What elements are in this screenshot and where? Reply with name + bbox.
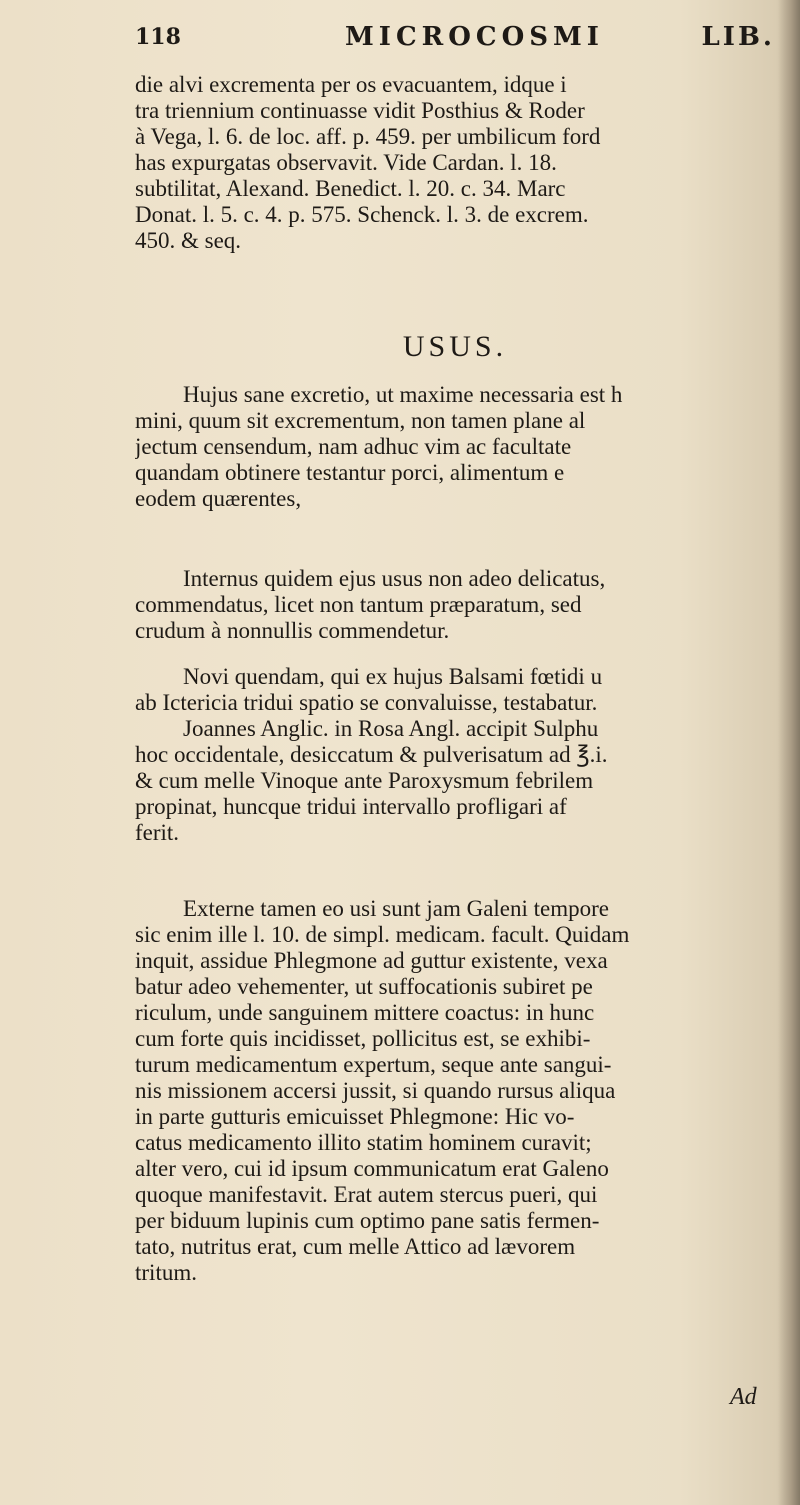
running-title: MICROCOSMI [345, 22, 604, 52]
text-line: crudum à nonnullis commendetur. [135, 618, 450, 643]
text-line: subtilitat, Alexand. Benedict. l. 20. c. 34. Marc [135, 176, 566, 201]
text-line: à Vega, l. 6. de loc. aff. p. 459. per umbilicum ford [135, 124, 601, 149]
text-line: catus medicamento illito statim hominem curavit; [135, 1130, 592, 1155]
paragraph-internus [135, 566, 775, 644]
running-head [135, 22, 775, 62]
text-line: riculum, unde sanguinem mittere coactus: in hunc [135, 1000, 595, 1025]
text-line: 450. & seq. [135, 228, 242, 253]
text-line: sic enim ille l. 10. de simpl. medicam. facult. Quidam [135, 922, 630, 947]
text-line: quoque manifestavit. Erat autem stercus pueri, qui [135, 1182, 598, 1207]
section-heading: USUS. [402, 330, 508, 363]
text-line: propinat, huncque tridui intervallo profligari af [135, 794, 567, 819]
text-line: quandam obtinere testantur porci, alimentum e [135, 460, 565, 485]
paragraph-hujus [135, 382, 775, 512]
text-line: ferit. [135, 820, 180, 845]
text-line: ab Ictericia tridui spatio se convaluisse, testabatur. [135, 690, 598, 715]
text-line: tra triennium continuasse vidit Posthius & Roder [135, 98, 585, 123]
book-marker: LIB. [701, 22, 775, 52]
text-line: jectum censendum, nam adhuc vim ac facultate [135, 434, 572, 459]
text-line: hoc occidentale, desiccatum & pulverisatum ad ℥.i. [135, 742, 608, 767]
text-line: batur adeo vehementer, ut suffocationis subiret pe [135, 974, 593, 999]
text-line: has expurgatas observavit. Vide Cardan. l. 18. [135, 150, 557, 175]
text-line: Joannes Anglic. in Rosa Angl. accipit Sulphu [183, 716, 599, 741]
catchword: Ad [730, 1384, 757, 1410]
text-line: Donat. l. 5. c. 4. p. 575. Schenck. l. 3. de excrem. [135, 202, 589, 227]
page-edge-shadow [778, 0, 800, 1505]
text-line: turum medicamentum expertum, seque ante sangui- [135, 1052, 612, 1077]
text-line: in parte gutturis emicuisset Phlegmone: Hic vo- [135, 1104, 575, 1129]
text-line: Externe tamen eo usi sunt jam Galeni tempore [183, 896, 610, 921]
text-line: mini, quum sit excrementum, non tamen plane al [135, 408, 586, 433]
opening-paragraph [135, 72, 775, 254]
text-line: Novi quendam, qui ex hujus Balsami fœtidi u [183, 664, 603, 689]
text-line: per biduum lupinis cum optimo pane satis fermen- [135, 1208, 600, 1233]
text-line: alter vero, cui id ipsum communicatum erat Galeno [135, 1156, 609, 1181]
paragraph-externe [135, 896, 775, 1286]
text-line: & cum melle Vinoque ante Paroxysmum febrilem [135, 768, 594, 793]
text-line: commendatus, licet non tantum præparatum, sed [135, 592, 582, 617]
text-line: Hujus sane excretio, ut maxime necessaria est h [183, 382, 623, 407]
text-line: Internus quidem ejus usus non adeo delicatus, [183, 566, 606, 591]
text-line: tato, nutritus erat, cum melle Attico ad lævorem [135, 1234, 576, 1259]
text-line: cum forte quis incidisset, pollicitus est, se exhibi- [135, 1026, 591, 1051]
text-line: tritum. [135, 1260, 197, 1285]
folio-number: 118 [135, 24, 181, 50]
text-line: die alvi excrementa per os evacuantem, idque i [135, 72, 567, 97]
text-line: inquit, assidue Phlegmone ad guttur existente, vexa [135, 948, 608, 973]
paragraph-novi [135, 664, 775, 846]
text-line: eodem quærentes, [135, 486, 302, 511]
text-line: nis missionem accersi jussit, si quando rursus aliqua [135, 1078, 616, 1103]
